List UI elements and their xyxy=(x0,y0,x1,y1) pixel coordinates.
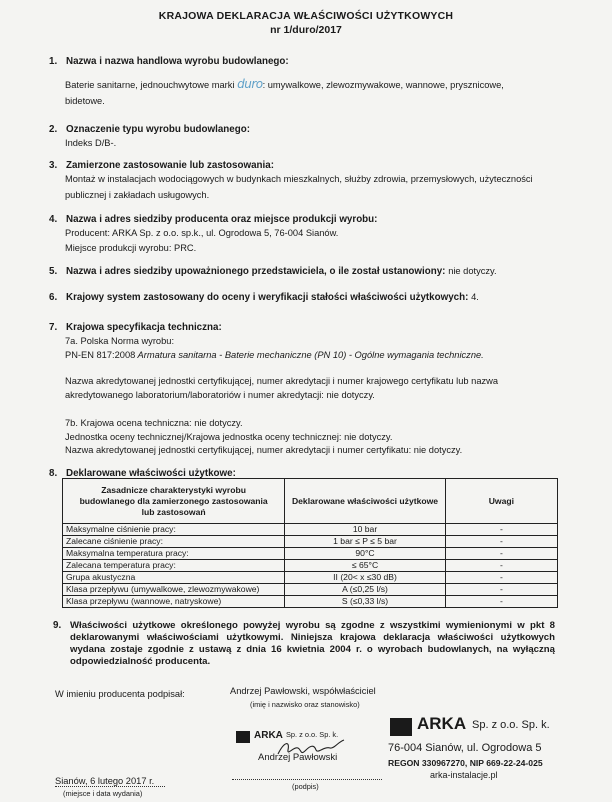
table-header-row xyxy=(63,479,558,524)
section-7b-cert: Nazwa akredytowanej jednostki certyfikującej, numer akredytacji i numer certyfikatu: nie dotyczy. xyxy=(65,445,463,455)
table-cell-value: 1 bar ≤ P ≤ 5 bar xyxy=(285,536,445,548)
table-cell-value: II (20< x ≤30 dB) xyxy=(285,572,445,584)
section-7a-norm: PN-EN 817:2008 Armatura sanitarna - Baterie mechaniczne (PN 10) - Ogólne wymagania techniczne. xyxy=(65,350,484,360)
section-4-line-2: Miejsce produkcji wyrobu: PRC. xyxy=(65,243,197,253)
place-date-caption: (miejsce i data wydania) xyxy=(63,789,143,798)
on-behalf-label: W imieniu producenta podpisał: xyxy=(55,689,185,699)
table-cell-remark: - xyxy=(445,584,557,596)
section-5-heading: 5. Nazwa i adres siedziby upoważnionego przedstawiciela, o ile został ustanowiony: nie dotyczy. xyxy=(49,266,497,277)
signatory-name-caption: (imię i nazwisko oraz stanowisko) xyxy=(250,700,360,709)
table-header-remarks: Uwagi xyxy=(445,479,557,524)
table-cell-characteristic: Zalecana temperatura pracy: xyxy=(63,560,285,572)
table-cell-characteristic: Maksymalna temperatura pracy: xyxy=(63,548,285,560)
table-cell-characteristic: Zalecane ciśnienie pracy: xyxy=(63,536,285,548)
table-cell-value: ≤ 65°C xyxy=(285,560,445,572)
company-stamp-suffix: Sp. z o.o. Sp. k. xyxy=(472,719,550,731)
section-1-line-1: Baterie sanitarne, jednouchwytowe marki duro: umywalkowe, zlewozmywakowe, wannowe, prysznicowe, xyxy=(65,77,504,91)
section-8-heading: 8. Deklarowane właściwości użytkowe: xyxy=(49,468,236,479)
section-7-heading: 7. Krajowa specyfikacja techniczna: xyxy=(49,322,222,333)
signatory-name: Andrzej Pawłowski, współwłaściciel xyxy=(230,686,376,696)
section-4-line-1: Producent: ARKA Sp. z o.o. sp.k., ul. Ogrodowa 5, 76-004 Sianów. xyxy=(65,228,339,238)
table-cell-value: S (≤0,33 l/s) xyxy=(285,596,445,608)
section-3-line-2: publicznej i zakładach usługowych. xyxy=(65,190,210,200)
section-2-body: Indeks D/B-. xyxy=(65,138,117,148)
signature-line xyxy=(232,779,382,780)
table-cell-remark: - xyxy=(445,596,557,608)
section-6-heading: 6. Krajowy system zastosowany do oceny i weryfikacji stałości właściwości użytkowych: 4. xyxy=(49,292,479,303)
company-stamp-name: ARKA xyxy=(417,714,467,733)
place-date: Sianów, 6 lutego 2017 r. xyxy=(55,776,155,786)
company-stamp-web: arka-instalacje.pl xyxy=(430,770,498,780)
company-stamp-regon: REGON 330967270, NIP 669-22-24-025 xyxy=(388,758,543,768)
table-row xyxy=(63,548,558,560)
table-row xyxy=(63,524,558,536)
table-cell-remark: - xyxy=(445,560,557,572)
table-cell-characteristic: Klasa przepływu (wannowe, natryskowe) xyxy=(63,596,285,608)
section-2-heading: 2. Oznaczenie typu wyrobu budowlanego: xyxy=(49,124,250,135)
section-7a-cert-line-1: Nazwa akredytowanej jednostki certyfikującej, numer akredytacji i numer krajowego certyfikatu lub nazwa xyxy=(65,376,499,386)
table-cell-remark: - xyxy=(445,572,557,584)
stamp-company-name: ARKA xyxy=(254,730,283,741)
table-row xyxy=(63,596,558,608)
section-3-heading: 3. Zamierzone zastosowanie lub zastosowania: xyxy=(49,160,274,171)
company-stamp-address: 76-004 Sianów, ul. Ogrodowa 5 xyxy=(388,742,542,754)
table-cell-remark: - xyxy=(445,548,557,560)
section-4-heading: 4. Nazwa i adres siedziby producenta oraz miejsce produkcji wyrobu: xyxy=(49,214,378,225)
table-header-declared: Deklarowane właściwości użytkowe xyxy=(285,479,445,524)
table-cell-characteristic: Klasa przepływu (umywalkowe, zlewozmywakowe) xyxy=(63,584,285,596)
table-cell-value: 10 bar xyxy=(285,524,445,536)
section-9-number: 9. xyxy=(53,620,62,631)
place-date-line xyxy=(55,786,165,787)
section-3-line-1: Montaż w instalacjach wodociągowych w budynkach mieszkalnych, służby zdrowia, przemysłowych, użyteczności xyxy=(65,174,533,184)
signature-caption: (podpis) xyxy=(292,782,319,791)
section-1-heading: 1. Nazwa i nazwa handlowa wyrobu budowlanego: xyxy=(49,56,289,67)
table-row xyxy=(63,536,558,548)
section-7a-label: 7a. Polska Norma wyrobu: xyxy=(65,336,175,346)
arka-company-logo-icon xyxy=(390,718,412,736)
table-cell-value: A (≤0,25 l/s) xyxy=(285,584,445,596)
section-1-line-2: bidetowe. xyxy=(65,96,105,106)
duro-brand-logo: duro xyxy=(237,77,263,91)
performance-table xyxy=(62,478,558,608)
stamp-signatory-name: Andrzej Pawłowski xyxy=(258,752,338,763)
table-row xyxy=(63,584,558,596)
table-row xyxy=(63,572,558,584)
table-header-characteristics: Zasadnicze charakterystyki wyrobu budowlanego dla zamierzonego zastosowania lub zastosowań xyxy=(63,479,285,524)
document-title: KRAJOWA DEKLARACJA WŁAŚCIWOŚCI UŻYTKOWYCH xyxy=(158,10,454,22)
section-7b-label: 7b. Krajowa ocena techniczna: nie dotyczy. xyxy=(65,418,243,428)
section-5-value: nie dotyczy. xyxy=(448,266,497,276)
table-cell-characteristic: Maksymalne ciśnienie pracy: xyxy=(63,524,285,536)
stamp-company-suffix: Sp. z o.o. Sp. k. xyxy=(286,730,339,739)
table-row xyxy=(63,560,558,572)
table-cell-value: 90°C xyxy=(285,548,445,560)
section-7a-cert-line-2: akredytowanego laboratorium/laboratoriów i numer akredytacji: nie dotyczy. xyxy=(65,390,375,400)
section-6-value: 4. xyxy=(471,292,479,302)
document-number: nr 1/duro/2017 xyxy=(270,24,342,36)
table-cell-remark: - xyxy=(445,524,557,536)
section-7b-unit: Jednostka oceny technicznej/Krajowa jednostka oceny technicznej: nie dotyczy. xyxy=(65,432,393,442)
section-9-text: Właściwości użytkowe określonego powyżej wyrobu są zgodne z wszystkimi wymienionymi w pkt 8 deklarowanymi właściwościami użytkowymi. Niniejsza krajowa deklaracja właściwości użytkowych wydana zostaje zgodnie z ustawą z dnia 16 kwietnia 2004 r. o wyrobach budowlanych, na wyłączną odpowiedzialność producenta. xyxy=(70,620,555,667)
table-cell-characteristic: Grupa akustyczna xyxy=(63,572,285,584)
arka-logo-icon xyxy=(236,731,250,743)
table-cell-remark: - xyxy=(445,536,557,548)
